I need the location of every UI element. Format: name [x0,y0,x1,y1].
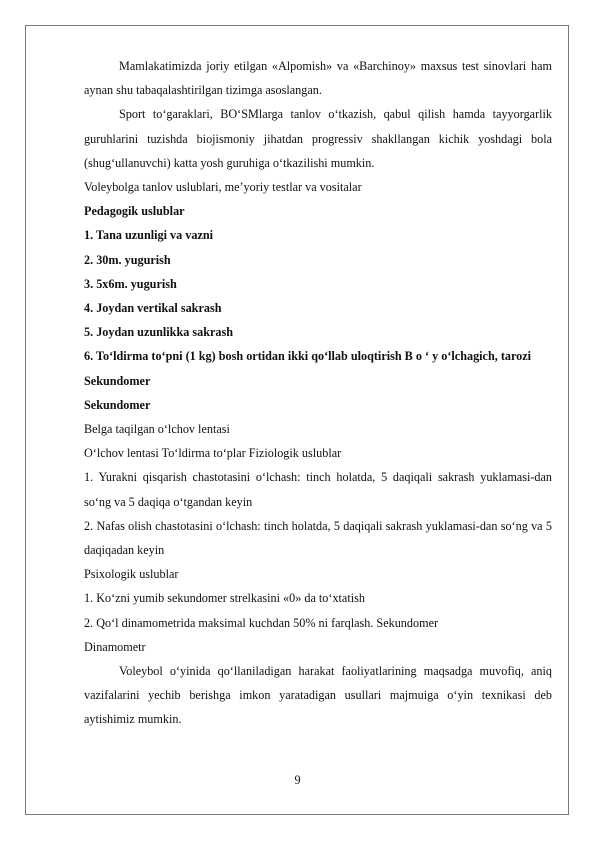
physiological-item-1: 1. Yurakni qisqarish chastotasini o‘lchash: tinch holatda, 5 daqiqali sakrash yuklamasi-dan so‘ng va 5 daqiqa o‘tgandan keyin [84,470,552,509]
intro-paragraph: Mamlakatimizda joriy etilgan «Alpomish» va «Barchinoy» maxsus test sinovlari ham aynan shu tabaqalashtirilgan tizimga asoslangan. [84,59,552,98]
test-item-5: 5. Joydan uzunlikka sakrash [84,325,234,340]
psychological-item-2: 2. Qo‘l dinamometrida maksimal kuchdan 50% ni farqlash. Sekundomer [84,615,439,630]
tool-stopwatch-2: Sekundomer [84,397,151,412]
test-item-2: 2. 30m. yugurish [84,252,171,267]
pedagogical-methods-heading: Pedagogik uslublar [84,204,185,219]
section-heading: Voleybolga tanlov uslublari, me’yoriy testlar va vositalar [84,180,362,195]
selection-paragraph: Sport to‘garaklari, BO‘SMlarga tanlov o‘tkazish, qabul qilish hamda tayyorgarlik guruhlarini tuzishda biojismoniy jihatdan progressiv shakllangan kichik yoshdagi bola (shug‘ullanuvchi) katta yosh guruhiga o‘tkazilishi mumkin. [84,107,552,170]
psychological-item-1: 1. Ko‘zni yumib sekundomer strelkasini «0» da to‘xtatish [84,591,365,606]
tool-stopwatch-1: Sekundomer [84,373,151,388]
test-item-6: 6. To‘ldirma to‘pni (1 kg) bosh ortidan ikki qo‘llab uloqtirish B o ‘ y o‘lchagich, tarozi [84,349,532,364]
game-technique-paragraph: Voleybol o‘yinida qo‘llaniladigan harakat faoliyatlarining maqsadga muvofiq, aniq vazifalarini yechib berishga imkon yaratadigan usullari majmuiga o‘yin texnikasi deb aytishimiz mumkin. [84,664,552,727]
test-item-4: 4. Joydan vertikal sakrash [84,301,222,316]
tool-dynamometer: Dinamometr [84,639,146,654]
page-number: 9 [294,773,301,787]
test-item-3: 3. 5x6m. yugurish [84,276,177,291]
tool-measuring-tape: Belga taqilgan o‘lchov lentasi [84,422,230,437]
document-body [84,54,552,732]
physiological-item-2: 2. Nafas olish chastotasini o‘lchash: tinch holatda, 5 daqiqali sakrash yuklamasi-dan so‘ng va 5 daqiqadan keyin [84,518,552,558]
test-item-1: 1. Tana uzunligi va vazni [84,228,214,243]
psychological-methods-heading: Psixologik uslublar [84,567,179,582]
tools-and-physiological-heading: O‘lchov lentasi To‘ldirma to‘plar Fiziologik uslublar [84,446,342,461]
